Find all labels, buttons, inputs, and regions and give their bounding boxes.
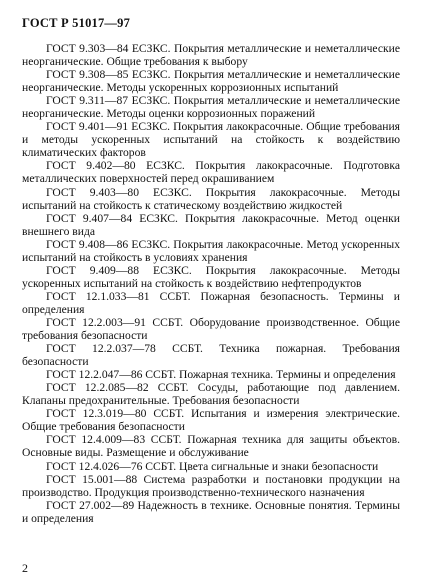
reference-item: ГОСТ 12.2.003—91 ССБТ. Оборудование производственное. Общие требования безопасности <box>22 315 400 343</box>
reference-item: ГОСТ 9.409—88 ЕСЗКС. Покрытия лакокрасочные. Методы ускоренных испытаний на стойкость к воздействию нефтепродуктов <box>22 263 400 290</box>
reference-item: ГОСТ 12.4.009—83 ССБТ. Пожарная техника для защиты объектов. Основные виды. Размещение и обслуживание <box>22 433 400 460</box>
reference-item: ГОСТ 12.3.019—80 ССБТ. Испытания и измерения электрические. Общие требования безопасности <box>22 407 400 434</box>
reference-item: ГОСТ 9.311—87 ЕСЗКС. Покрытия металлические и неметаллические неорганические. Методы оценки коррозионных поражений <box>22 94 400 121</box>
reference-item: ГОСТ 9.401—91 ЕСЗКС. Покрытия лакокрасочные. Общие требования и методы ускоренных испытаний на стойкость к воздействию климатических факторов <box>22 120 400 160</box>
reference-item: ГОСТ 12.4.026—76 ССБТ. Цвета сигнальные и знаки безопасности <box>46 459 379 473</box>
reference-item: ГОСТ 9.303—84 ЕСЗКС. Покрытия металлические и неметаллические неорганические. Общие требования к выбору <box>22 42 400 69</box>
references-list <box>22 42 400 525</box>
reference-item: ГОСТ 9.308—85 ЕСЗКС. Покрытия металлические и неметаллические неорганические. Методы ускоренных коррозионных испытаний <box>22 68 400 95</box>
reference-item: ГОСТ 12.2.047—86 ССБТ. Пожарная техника. Термины и определения <box>46 368 396 382</box>
page-number: 2 <box>22 561 28 575</box>
reference-item: ГОСТ 9.403—80 ЕСЗКС. Покрытия лакокрасочные. Методы испытаний на стойкость к статическому воздействию жидкостей <box>22 185 400 212</box>
reference-item: ГОСТ 15.001—88 Система разработки и постановки продукции на производство. Продукция производственно-технического назначения <box>22 472 400 499</box>
reference-item: ГОСТ 12.2.037—78 ССБТ. Техника пожарная. Требования безопасности <box>22 342 400 369</box>
reference-item: ГОСТ 9.407—84 ЕСЗКС. Покрытия лакокрасочные. Метод оценки внешнего вида <box>22 211 400 238</box>
reference-item: ГОСТ 12.1.033—81 ССБТ. Пожарная безопасность. Термины и определения <box>22 289 400 316</box>
reference-item: ГОСТ 9.402—80 ЕСЗКС. Покрытия лакокрасочные. Подготовка металлических поверхностей перед окрашиванием <box>22 159 400 186</box>
reference-item: ГОСТ 9.408—86 ЕСЗКС. Покрытия лакокрасочные. Метод ускоренных испытаний на стойкость в условиях хранения <box>22 237 400 264</box>
reference-item: ГОСТ 27.002—89 Надежность в технике. Основные понятия. Термины и определения <box>22 498 400 525</box>
document-header: ГОСТ Р 51017—97 <box>22 16 131 30</box>
reference-item: ГОСТ 12.2.085—82 ССБТ. Сосуды, работающие под давлением. Клапаны предохранительные. Требования безопасности <box>22 381 400 408</box>
